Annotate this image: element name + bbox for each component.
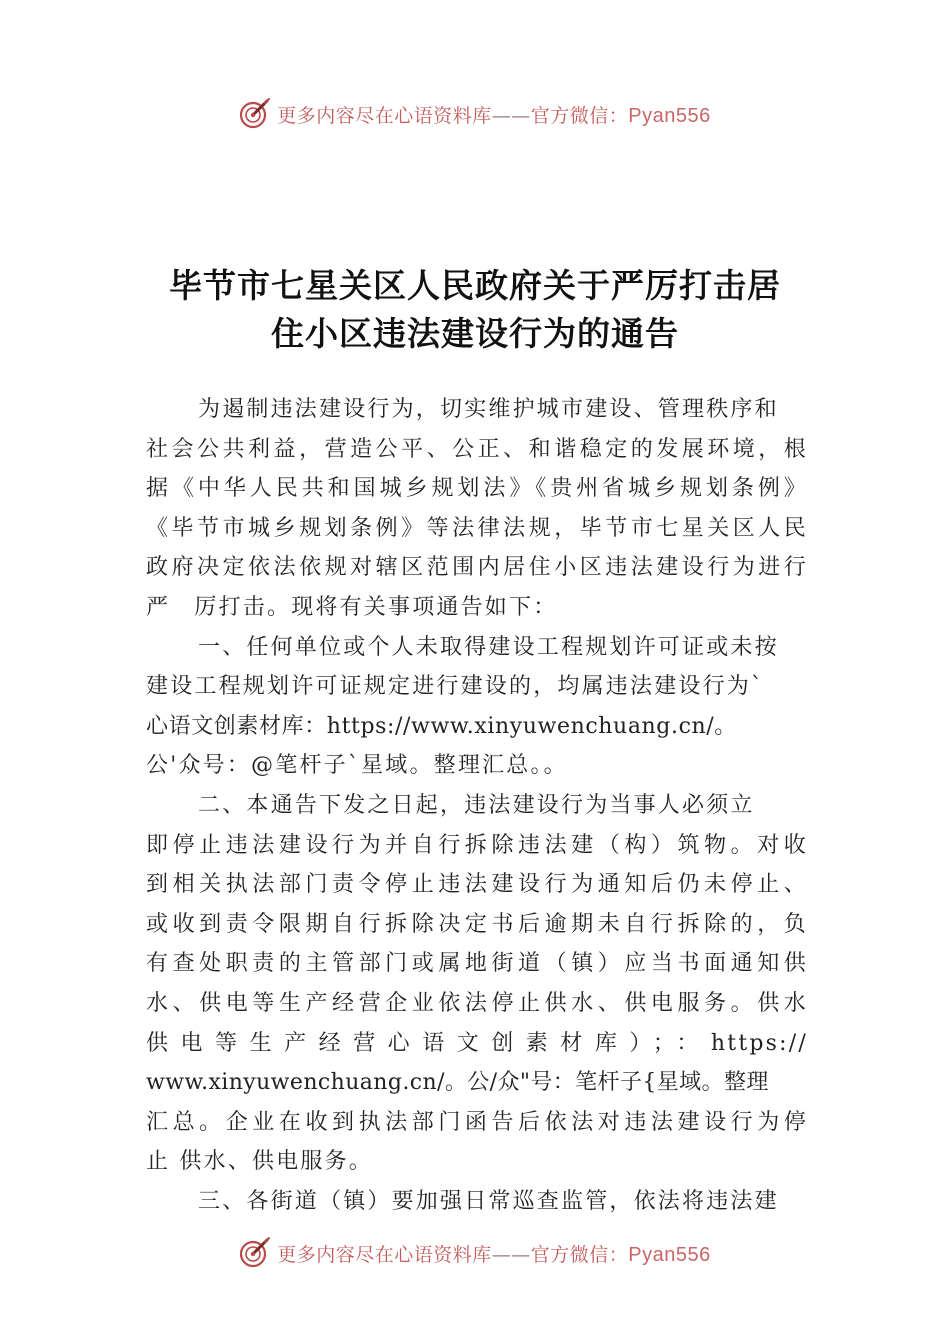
title-line-2: 住小区违法建设行为的通告 xyxy=(271,314,679,353)
title-line-1: 毕节市七星关区人民政府关于严厉打击居 xyxy=(169,266,781,305)
body-line: www.xinyuwenchuang.cn/。公/众"号：笔杆子{星域。整理 xyxy=(146,1070,769,1096)
body-line: 汇总。企业在收到执法部门函告后依法对违法建设行为停 xyxy=(146,1109,808,1135)
body-line: 一、任何单位或个人未取得建设工程规划许可证或未按 xyxy=(198,634,779,660)
banner-text: 更多内容尽在心语资料库——官方微信：Pyan556 xyxy=(277,104,711,127)
body-line: 供电等生产经营心语文创素材库）；：https:// xyxy=(146,1030,808,1056)
body-line: 三、各街道（镇）要加强日常巡查监管，依法将违法建 xyxy=(198,1188,779,1214)
body-line: 社会公共利益，营造公平、公正、和谐稳定的发展环境，根 xyxy=(146,436,808,462)
body-line: 据《中华人民共和国城乡规划法》《贵州省城乡规划条例》 xyxy=(146,476,808,502)
pen-seal-logo-icon xyxy=(239,98,271,130)
header-watermark-banner xyxy=(0,94,950,134)
body-line: 《毕节市城乡规划条例》等法律法规，毕节市七星关区人民 xyxy=(146,515,808,541)
footer-watermark-banner xyxy=(0,1233,950,1273)
body-line: 水、供电等生产经营企业依法停止供水、供电服务。供水 xyxy=(146,990,808,1016)
body-line: 即停止违法建设行为并自行拆除违法建（构）筑物。对收 xyxy=(146,832,808,858)
body-line: 心语文创素材库：https://www.xinyuwenchuang.cn/。 xyxy=(146,713,737,739)
body-line: 严 厉打击。现将有关事项通告如下： xyxy=(146,594,558,620)
pen-seal-logo-icon xyxy=(239,1237,271,1269)
body-line: 止 供水、供电服务。 xyxy=(146,1149,373,1175)
body-line: 建设工程规划许可证规定进行建设的，均属违法建设行为` xyxy=(146,674,765,700)
banner-text: 更多内容尽在心语资料库——官方微信：Pyan556 xyxy=(277,1243,711,1266)
document-title xyxy=(100,262,850,358)
document-body xyxy=(146,390,808,1221)
body-line: 为遏制违法建设行为，切实维护城市建设、管理秩序和 xyxy=(198,397,779,422)
body-line: 到相关执法部门责令停止违法建设行为通知后仍未停止、 xyxy=(146,872,808,898)
body-line: 有查处职责的主管部门或属地街道（镇）应当书面通知供 xyxy=(146,951,808,977)
body-line: 或收到责令限期自行拆除决定书后逾期未自行拆除的，负 xyxy=(146,911,808,937)
body-line: 二、本通告下发之日起，违法建设行为当事人必须立 xyxy=(198,792,755,818)
body-line: 政府决定依法依规对辖区范围内居住小区违法建设行为进行 xyxy=(146,555,808,581)
body-line: 公'众号：@笔杆子`星域。整理汇总。。 xyxy=(146,753,568,779)
